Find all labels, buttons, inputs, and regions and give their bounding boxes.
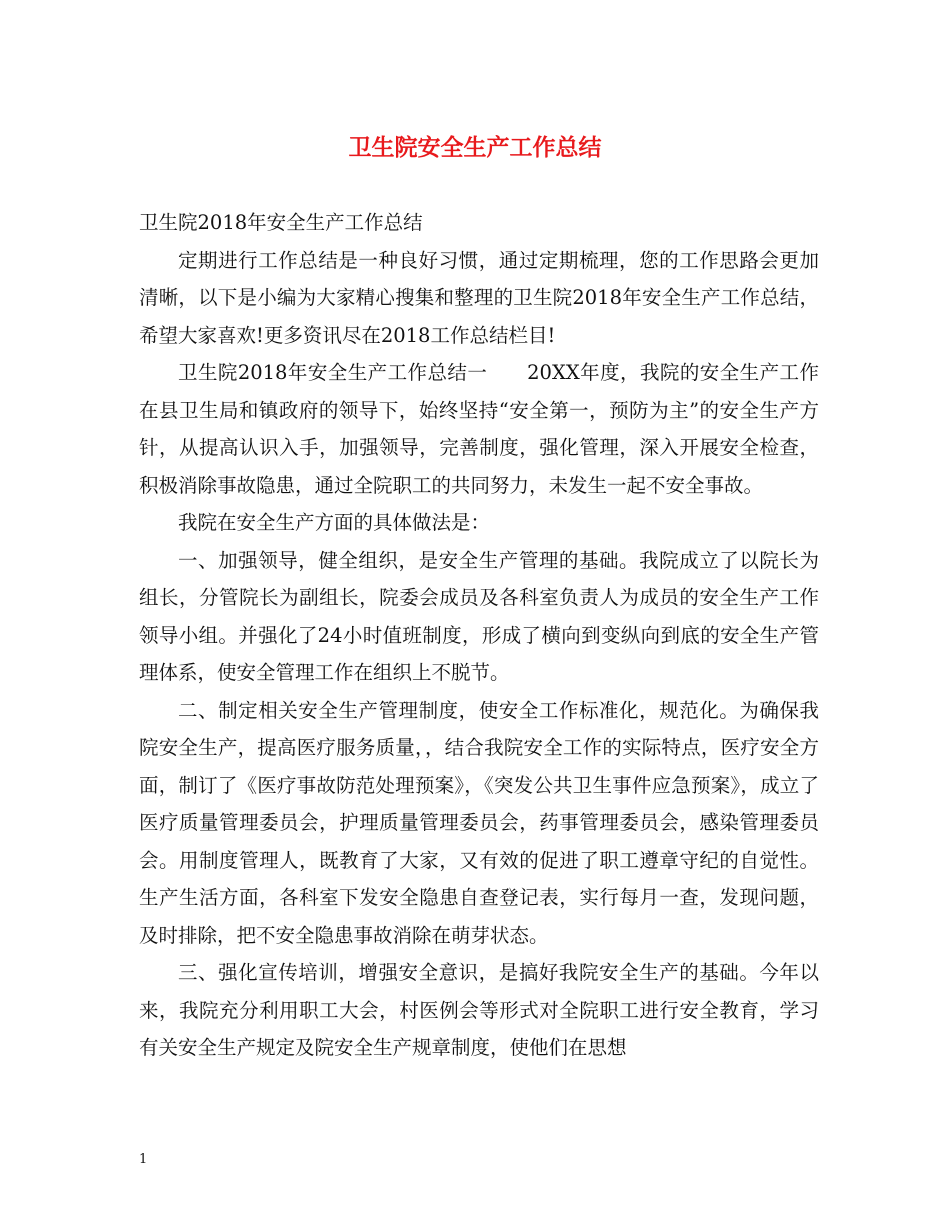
intro-paragraph: 定期进行工作总结是一种良好习惯，通过定期梳理，您的工作思路会更加清晰，以下是小编为大家精心搜集和整理的卫生院2018年安全生产工作总结，希望大家喜欢!更多资讯尽在2018工作总结栏目! (139, 248, 819, 347)
subtitle-paragraph: 卫生院2018年安全生产工作总结 (139, 211, 423, 234)
overview-paragraph: 卫生院2018年安全生产工作总结一 20XX年度，我院的安全生产工作在县卫生局和镇政府的领导下，始终坚持“安全第一，预防为主”的安全生产方针，从提高认识入手，加强领导，完善制度，强化管理，深入开展安全检查，积极消除事故隐患，通过全院职工的共同努力，未发生一起不安全事故。 (139, 361, 819, 497)
page-number: 1 (139, 1152, 148, 1167)
section-three-paragraph: 三、强化宣传培训，增强安全意识，是搞好我院安全生产的基础。今年以来，我院充分利用职工大会，村医例会等形式对全院职工进行安全教育，学习有关安全生产规定及院安全生产规章制度，使他们在思想 (139, 961, 819, 1059)
section-one-paragraph: 一、加强领导，健全组织，是安全生产管理的基础。我院成立了以院长为组长，分管院长为副组长，院委会成员及各科室负责人为成员的安全生产工作领导小组。并强化了24小时值班制度，形成了横向到变纵向到底的安全生产管理体系，使安全管理工作在组织上不脱节。 (139, 548, 819, 684)
practices-heading-paragraph: 我院在安全生产方面的具体做法是： (178, 511, 491, 534)
document-title: 卫生院安全生产工作总结 (348, 135, 602, 161)
document-body (139, 204, 819, 1067)
section-two-paragraph: 二、制定相关安全生产管理制度，使安全工作标准化，规范化。为确保我院安全生产，提高医疗服务质量，，结合我院安全工作的实际特点，医疗安全方面，制订了《医疗事故防范处理预案》，《突发公共卫生事件应急预案》，成立了医疗质量管理委员会，护理质量管理委员会，药事管理委员会，感染管理委员会。用制度管理人，既教育了大家，又有效的促进了职工遵章守纪的自觉性。生产生活方面，各科室下发安全隐患自查登记表，实行每月一查，发现问题，及时排除，把不安全隐患事故消除在萌芽状态。 (139, 698, 819, 947)
